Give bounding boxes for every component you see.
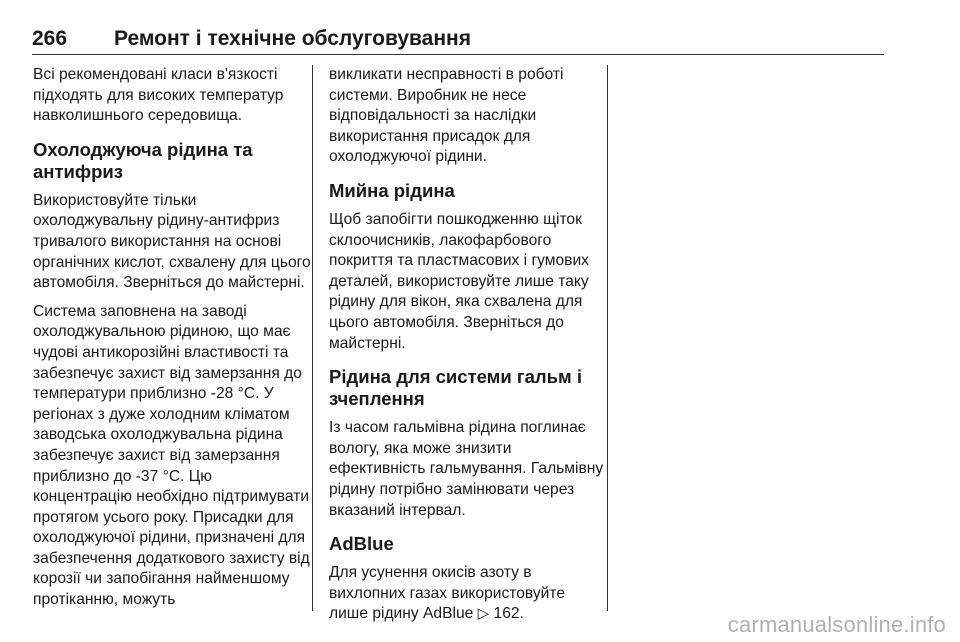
section-heading-coolant: Охолоджуюча рідина та антифриз [33, 138, 253, 182]
page-number: 266 [32, 27, 68, 50]
paragraph: Система заповнена на заводі охолоджувальною рідиною, що має чудові антикорозійні властивості та забезпечує захист від замерзання до температури приблизно -28 °C. У регіонах з дуже холодним кліматом заводська охолоджувальна рідина забезпечує захист від замерзання приблизно до -37 °C. Цю концентрацію необхідно підтримувати протягом усього року. Присадки для охолоджуючої рідини, призначені для забезпечення додаткового захисту від корозії чи запобігання найменшому протіканню, можуть [33, 302, 310, 609]
column-divider [607, 65, 608, 611]
paragraph: Використовуйте тільки охолоджувальну рідину-антифриз тривалого використання на основі органічних кислот, схвалену для цього автомобіля. Зверніться до майстерні. [33, 191, 311, 292]
watermark: carmanualsonline.info [727, 612, 946, 637]
paragraph-text: Для усунення окисів азоту в вихлопних газах використовуйте лише рідину AdBlue [329, 564, 565, 623]
paragraph: викликати несправності в роботі системи. Виробник не несе відповідальності за наслідки використання присадок для охолоджуючої рідини. [329, 66, 564, 166]
section-heading-brake-fluid: Рідина для системи гальм і зчеплення [329, 366, 582, 410]
section-heading-washer-fluid: Мийна рідина [329, 179, 455, 201]
paragraph: Із часом гальмівна рідина поглинає вологу, яка може знизити ефективність гальмування. Гальмівну рідину потрібно замінювати через вказаний інтервал. [329, 419, 604, 519]
text-column-2 [329, 65, 607, 633]
triangle-right-icon[interactable]: ▷ [477, 605, 490, 623]
page-header [32, 24, 884, 55]
paragraph-with-reference [329, 563, 607, 625]
section-heading-adblue: AdBlue [329, 533, 394, 555]
running-title: Ремонт і технічне обслуговування [114, 27, 471, 50]
paragraph: Щоб запобігти пошкодженню щіток склоочисників, лакофарбового покриття та пластмасових і гумових деталей, використовуйте лише таку рідину для вікон, яка схвалена для цього автомобіля. Зверніться до майстерні. [329, 210, 589, 352]
page-reference[interactable]: 162. [489, 605, 524, 623]
text-column-1 [33, 65, 311, 619]
paragraph: Всі рекомендовані класи в'язкості підходять для високих температур навколишнього середовища. [33, 66, 284, 125]
column-divider [312, 65, 313, 611]
